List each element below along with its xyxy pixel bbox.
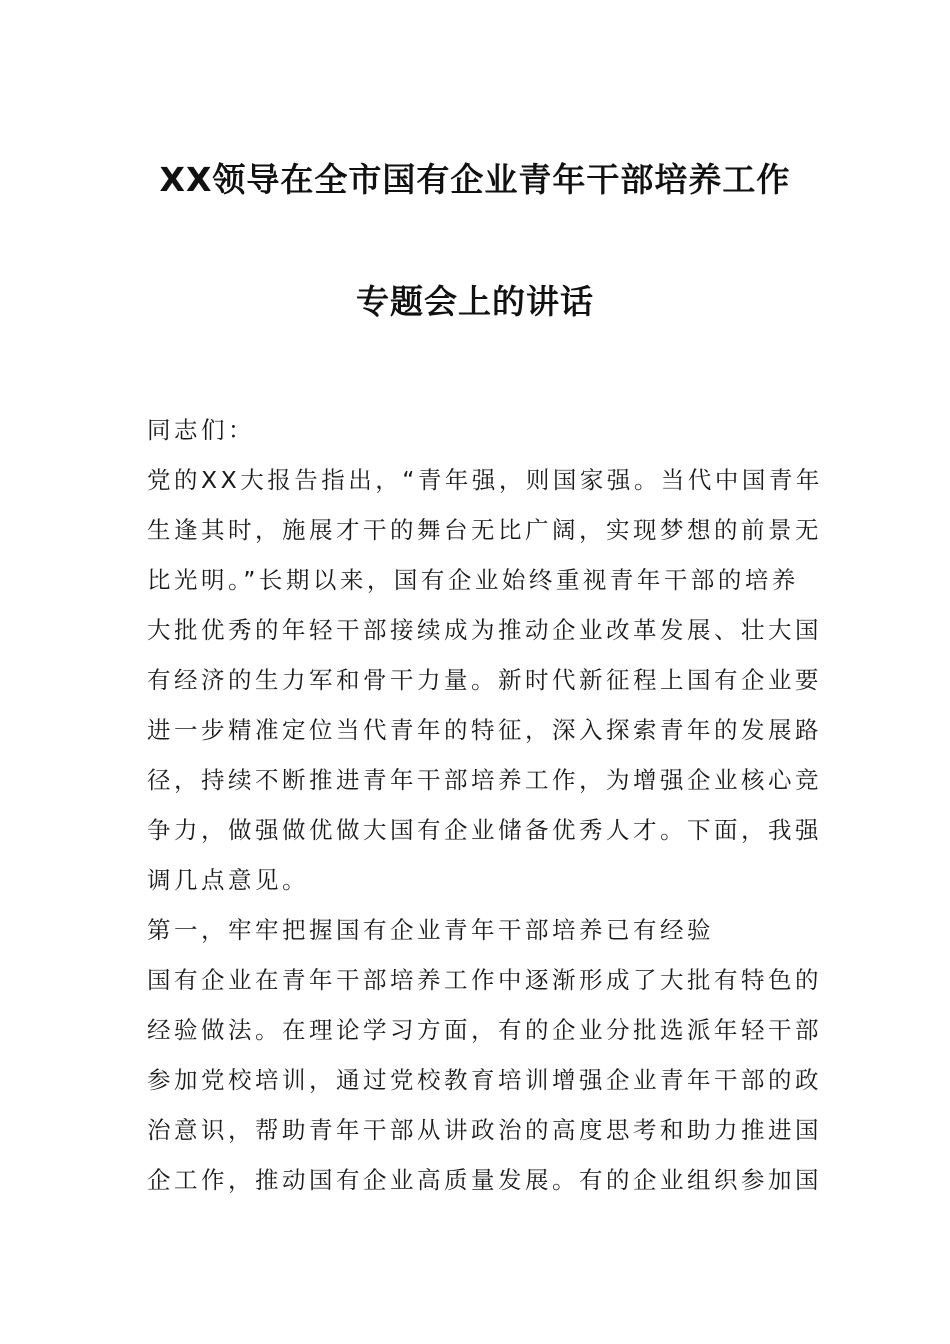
paragraph-line: 径，持续不断推进青年干部培养工作，为增强企业核心竞	[147, 766, 822, 794]
paragraph-line: 进一步精准定位当代青年的特征，深入探索青年的发展路	[147, 716, 822, 744]
paragraph-line: 调几点意见。	[147, 866, 309, 894]
title-line-2: 专题会上的讲话	[356, 282, 594, 321]
paragraph-line: 参加党校培训，通过党校教育培训增强企业青年干部的政	[147, 1066, 822, 1094]
section-heading: 第一，牢牢把握国有企业青年干部培养已有经验	[147, 916, 714, 944]
paragraph-line: 国有企业在青年干部培养工作中逐渐形成了大批有特色的	[147, 966, 822, 994]
paragraph-line: 大批优秀的年轻干部接续成为推动企业改革发展、壮大国	[147, 616, 822, 644]
paragraph-line: 有经济的生力军和骨干力量。新时代新征程上国有企业要	[147, 666, 822, 694]
paragraph-line: 生逢其时，施展才干的舞台无比广阔，实现梦想的前景无	[147, 516, 822, 544]
paragraph-line: 党的XX大报告指出，“青年强，则国家强。当代中国青年	[147, 466, 823, 494]
salutation: 同志们：	[147, 416, 255, 444]
paragraph-line: 治意识，帮助青年干部从讲政治的高度思考和助力推进国	[147, 1116, 822, 1144]
paragraph-line: 企工作，推动国有企业高质量发展。有的企业组织参加国	[147, 1166, 822, 1194]
paragraph-line: 争力，做强做优做大国有企业储备优秀人才。下面，我强	[147, 816, 822, 844]
paragraph-line: 比光明。”长期以来，国有企业始终重视青年干部的培养	[147, 566, 799, 594]
paragraph-line: 经验做法。在理论学习方面，有的企业分批选派年轻干部	[147, 1016, 822, 1044]
title-line-1: XX领导在全市国有企业青年干部培养工作	[159, 160, 791, 199]
